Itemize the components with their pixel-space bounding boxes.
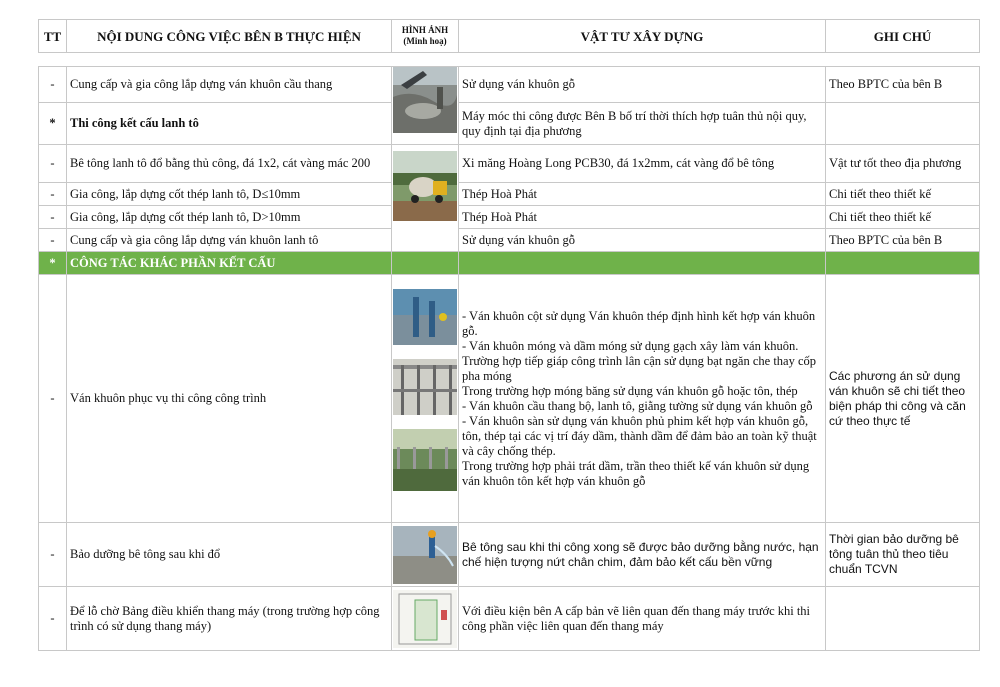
image-cell <box>392 587 459 651</box>
material-line: - Ván khuôn cầu thang bộ, lanh tô, giằng tường sử dụng ván khuôn gỗ <box>462 398 813 413</box>
image-cell <box>392 145 459 252</box>
row-tt: - <box>39 275 67 523</box>
section-title: CÔNG TÁC KHÁC PHẦN KẾT CẤU <box>67 252 392 275</box>
table-row <box>39 229 980 252</box>
row-note: Chi tiết theo thiết kế <box>826 183 980 206</box>
header-content: NỘI DUNG CÔNG VIỆC BÊN B THỰC HIỆN <box>67 20 392 53</box>
concrete-curing-photo <box>393 526 457 584</box>
work-table <box>38 66 980 651</box>
row-note: Theo BPTC của bên B <box>826 67 980 103</box>
row-note: Vật tư tốt theo địa phương <box>826 145 980 183</box>
image-cell <box>392 275 459 523</box>
row-note: Thời gian bảo dưỡng bê tông tuân thủ theo tiêu chuẩn TCVN <box>826 523 980 587</box>
section-empty-cell <box>459 252 826 275</box>
table-header <box>38 19 980 53</box>
row-note: Chi tiết theo thiết kế <box>826 206 980 229</box>
row-content: Bảo dưỡng bê tông sau khi đổ <box>67 523 392 587</box>
row-material: Sử dụng ván khuôn gỗ <box>459 67 826 103</box>
row-tt: - <box>39 587 67 651</box>
row-content: Để lỗ chờ Bảng điều khiển thang máy (trong trường hợp công trình có sử dụng thang máy) <box>67 587 392 651</box>
row-tt: - <box>39 206 67 229</box>
table-row <box>39 67 980 103</box>
row-tt: - <box>39 183 67 206</box>
row-material: Với điều kiện bên A cấp bản vẽ liên quan đến thang máy trước khi thi công phần việc liên quan đến thang máy <box>459 587 826 651</box>
row-note <box>826 103 980 145</box>
image-cell <box>392 523 459 587</box>
table-row <box>39 183 980 206</box>
table-row <box>39 103 980 145</box>
image-cell <box>392 67 459 145</box>
row-content: Cung cấp và gia công lắp dựng ván khuôn lanh tô <box>67 229 392 252</box>
row-content: Gia công, lắp dựng cốt thép lanh tô, D≤10mm <box>67 183 392 206</box>
row-tt: * <box>39 103 67 145</box>
row-material: Thép Hoà Phát <box>459 183 826 206</box>
section-tt: * <box>39 252 67 275</box>
section-empty-cell <box>392 252 459 275</box>
concrete-mixer-truck-photo <box>393 151 457 221</box>
table-row <box>39 206 980 229</box>
header-tt: TT <box>39 20 67 53</box>
table-row <box>39 523 980 587</box>
row-note: Theo BPTC của bên B <box>826 229 980 252</box>
table-row <box>39 275 980 523</box>
header-image-line2: (Minh hoạ) <box>403 36 447 46</box>
scaffolding-photo <box>393 359 457 415</box>
header-note: GHI CHÚ <box>826 20 980 53</box>
row-content: Gia công, lắp dựng cốt thép lanh tô, D>10mm <box>67 206 392 229</box>
slab-formwork-photo <box>393 429 457 491</box>
row-material: Sử dụng ván khuôn gỗ <box>459 229 826 252</box>
row-note <box>826 587 980 651</box>
section-row <box>39 252 980 275</box>
row-material: Thép Hoà Phát <box>459 206 826 229</box>
row-tt: - <box>39 67 67 103</box>
row-content: Ván khuôn phục vụ thi công công trình <box>67 275 392 523</box>
material-line: - Ván khuôn móng và dầm móng sử dụng gạch xây làm ván khuôn. Trường hợp tiếp giáp công trình lân cận sử dụng bạt ngăn che thay cốp pha móng <box>462 338 817 383</box>
elevator-panel-drawing <box>393 590 457 648</box>
row-tt: - <box>39 523 67 587</box>
row-content: Thi công kết cấu lanh tô <box>67 103 392 145</box>
material-line: Trong trường hợp phải trát dầm, trần theo thiết kế ván khuôn sử dụng ván khuôn tôn kết hợp ván khuôn gỗ <box>462 458 810 488</box>
row-tt: - <box>39 145 67 183</box>
material-line: Trong trường hợp móng băng sử dụng ván khuôn gỗ hoặc tôn, thép <box>462 383 798 398</box>
table-row <box>39 587 980 651</box>
row-content: Cung cấp và gia công lắp dựng ván khuôn cầu thang <box>67 67 392 103</box>
formwork-material-list <box>459 275 826 523</box>
row-note: Các phương án sử dụng ván khuôn sẽ chi tiết theo biện pháp thi công và căn cứ theo thực tế <box>826 275 980 523</box>
row-tt: - <box>39 229 67 252</box>
column-formwork-photo <box>393 289 457 345</box>
table-row <box>39 145 980 183</box>
header-image-line1: HÌNH ẢNH <box>401 25 449 35</box>
material-line: - Ván khuôn sàn sử dụng ván khuôn phủ phim kết hợp ván khuôn gỗ, tôn, thép tại các vị trí đáy dầm, thành dầm để đảm bảo an toàn kỹ thuật và cây chống thép. <box>462 413 817 458</box>
header-material: VẬT TƯ XÂY DỰNG <box>459 20 826 53</box>
row-material: Máy móc thi công được Bên B bố trí thời thích hợp tuân thủ nội quy, quy định tại địa phương <box>459 103 826 145</box>
row-material: Xi măng Hoàng Long PCB30, đá 1x2mm, cát vàng đổ bê tông <box>459 145 826 183</box>
concrete-pouring-photo <box>393 67 457 133</box>
section-empty-cell <box>826 252 980 275</box>
material-line: - Ván khuôn cột sử dụng Ván khuôn thép định hình kết hợp ván khuôn gỗ. <box>462 308 816 338</box>
header-image <box>392 20 459 53</box>
row-content: Bê tông lanh tô đổ bằng thủ công, đá 1x2, cát vàng mác 200 <box>67 145 392 183</box>
row-material: Bê tông sau khi thi công xong sẽ được bảo dưỡng bằng nước, hạn chế hiện tượng nứt chân chim, đảm bảo kết cấu bền vững <box>459 523 826 587</box>
